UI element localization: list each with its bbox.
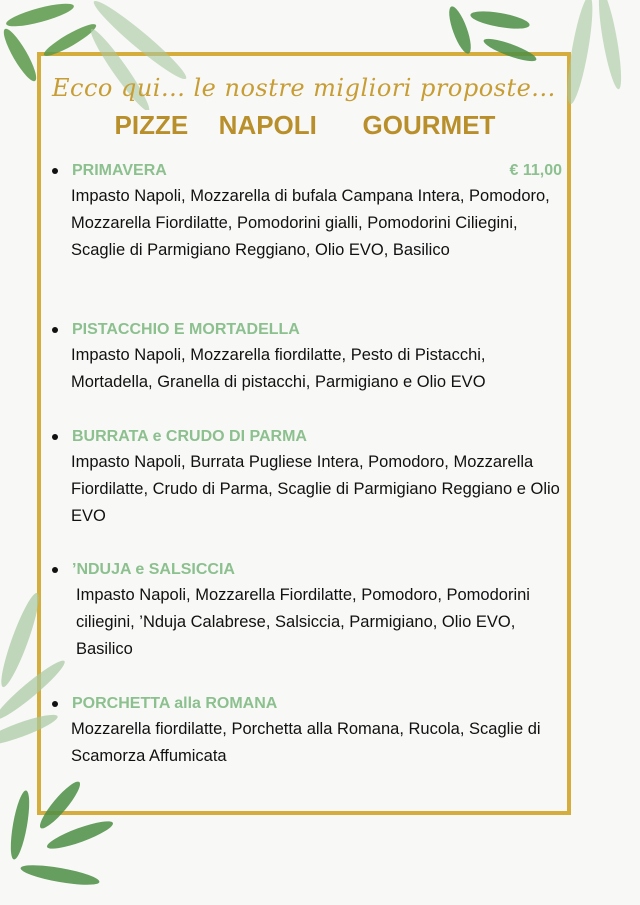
menu-item-primavera: [52, 159, 562, 264]
item-description: Impasto Napoli, Burrata Pugliese Intera, Pomodoro, Mozzarella Fiordilatte, Crudo di Parma, Scaglie di Parmigiano Reggiano e Olio EVO: [71, 453, 560, 525]
item-price: € 11,00: [509, 162, 562, 179]
bullet-icon: [52, 168, 58, 174]
item-name: PRIMAVERA: [72, 162, 167, 179]
item-name: ’NDUJA e SALSICCIA: [72, 561, 235, 578]
item-description: Impasto Napoli, Mozzarella fiordilatte, Pesto di Pistacchi, Mortadella, Granella di pistacchi, Parmigiano e Olio EVO: [71, 346, 486, 391]
menu-title: PIZZE NAPOLI GOURMET: [114, 110, 496, 140]
item-description: Impasto Napoli, Mozzarella Fiordilatte, Pomodoro, Pomodorini ciliegini, ’Nduja Calabrese, Salsiccia, Parmigiano, Olio EVO, Basilico: [76, 586, 530, 658]
item-description: Impasto Napoli, Mozzarella di bufala Campana Intera, Pomodoro, Mozzarella Fiordilatte, Pomodorini gialli, Pomodorini Ciliegini, Scaglie di Parmigiano Reggiano, Olio EVO, Basilico: [71, 187, 550, 259]
palm-leaf-bottom-left-icon: [0, 775, 130, 905]
bullet-icon: [52, 434, 58, 440]
menu-item-burrata: [52, 425, 562, 530]
menu-item-porchetta: [52, 692, 562, 770]
bullet-icon: [52, 327, 58, 333]
menu-item-nduja: [52, 558, 562, 663]
menu-item-pistacchio: [52, 318, 562, 396]
menu-tagline: Ecco qui... le nostre migliori proposte...: [52, 74, 556, 102]
item-name: PORCHETTA alla ROMANA: [72, 695, 278, 712]
item-description: Mozzarella fiordilatte, Porchetta alla Romana, Rucola, Scaglie di Scamorza Affumicata: [71, 720, 541, 765]
item-name: PISTACCHIO E MORTADELLA: [72, 321, 300, 338]
bullet-icon: [52, 567, 58, 573]
item-name: BURRATA e CRUDO DI PARMA: [72, 428, 307, 445]
bullet-icon: [52, 701, 58, 707]
